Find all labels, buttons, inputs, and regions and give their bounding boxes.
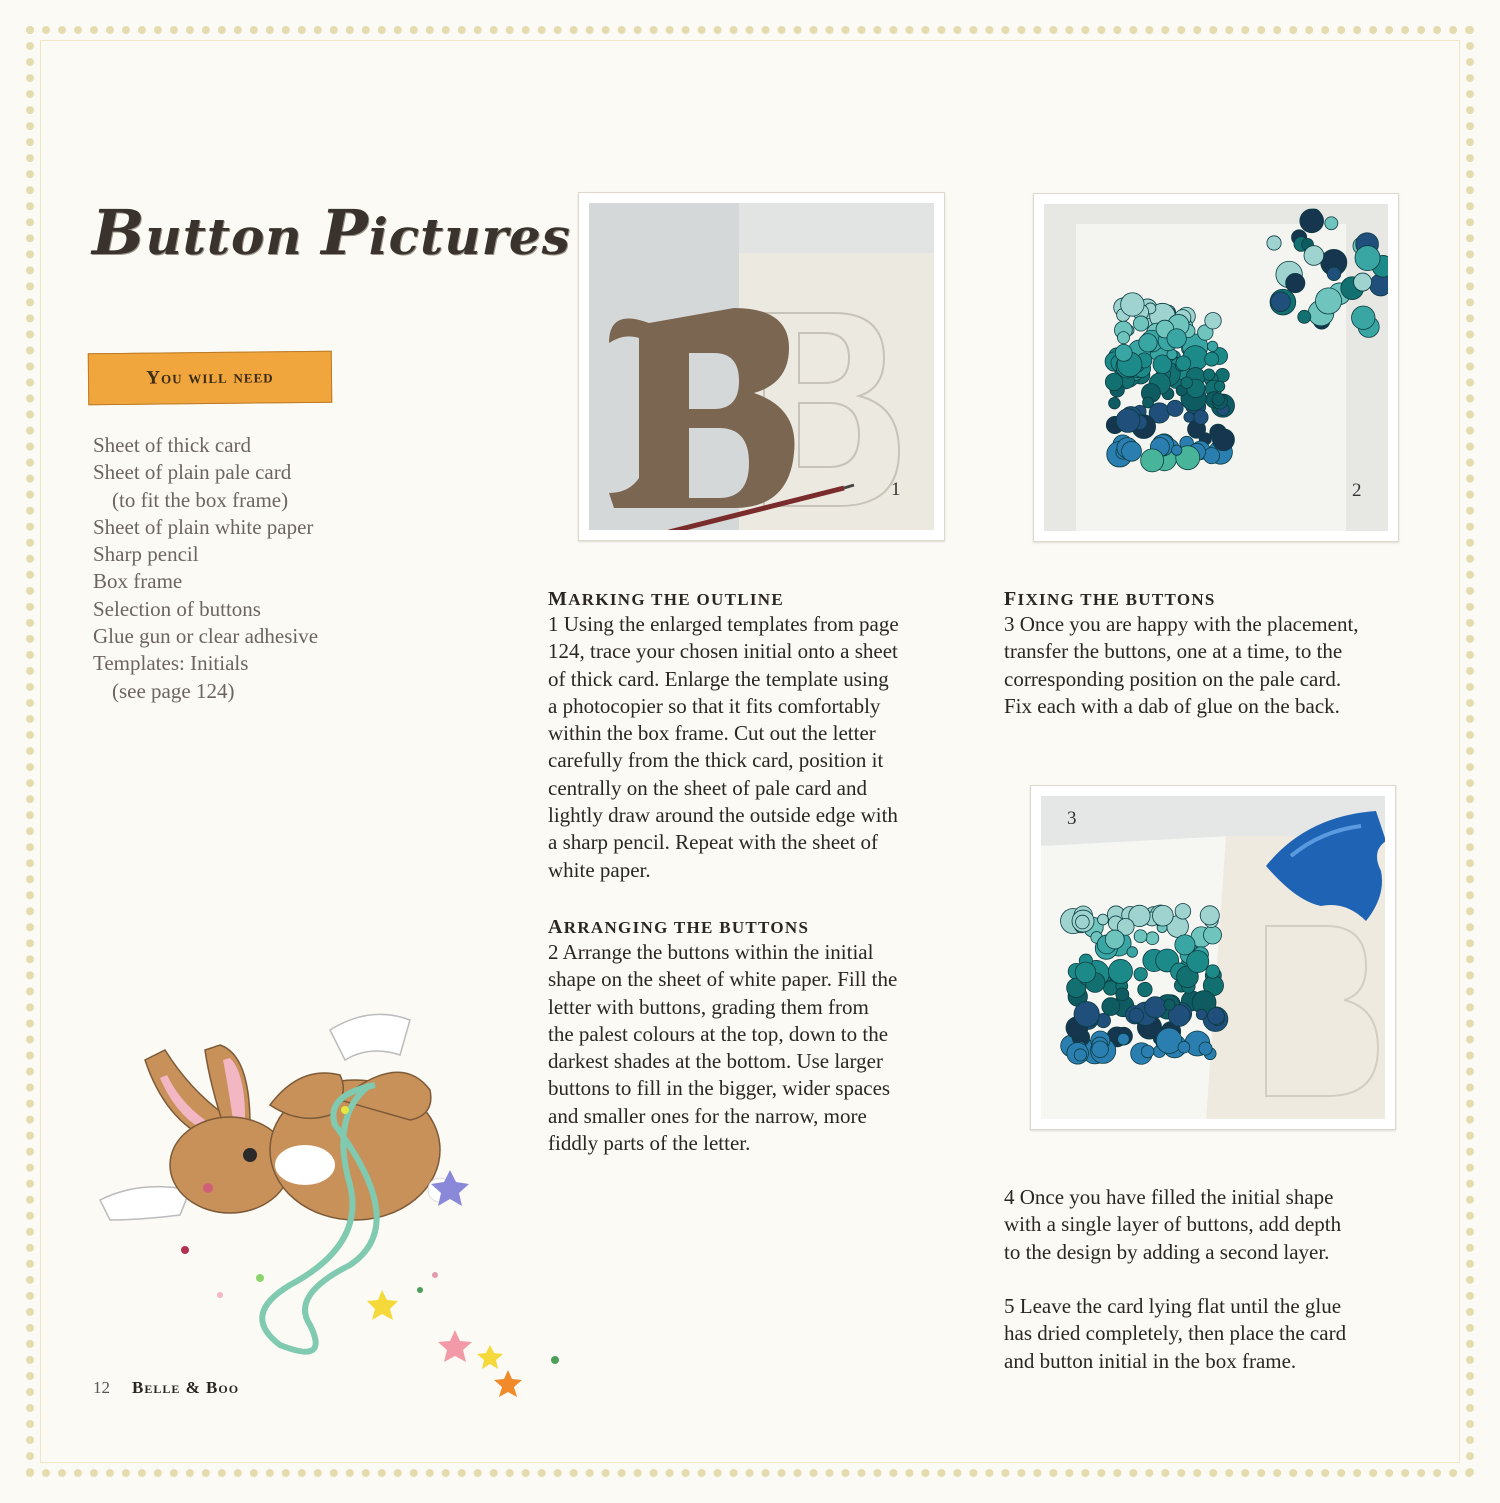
photo-step-2 (1033, 193, 1399, 542)
step-4-instructions (1004, 1184, 1341, 1266)
text-line: letter with buttons, grading them from (548, 994, 869, 1019)
text-line: corresponding position on the pale card. (1004, 666, 1342, 691)
text-line: to the design by adding a second layer. (1004, 1239, 1330, 1264)
materials-list (93, 432, 318, 705)
book-title: Belle & Boo (132, 1378, 240, 1397)
text-line: transfer the buttons, one at a time, to the (1004, 639, 1343, 664)
text-line: carefully from the thick card, position it (548, 748, 884, 773)
materials-item: (see page 124) (112, 678, 235, 703)
text-line: 5 Leave the card lying flat until the glue (1004, 1294, 1342, 1318)
text-line: Fix each with a dab of glue on the back. (1004, 693, 1340, 718)
text-line: lightly draw around the outside edge with (548, 803, 898, 828)
photo-2-image (1044, 204, 1388, 531)
text-line: and button initial in the box frame. (1004, 1348, 1297, 1373)
text-line: 124, trace your chosen initial onto a sheet (548, 639, 898, 664)
photo-3-image (1041, 796, 1385, 1119)
arranging-instructions (548, 939, 897, 1157)
photo-2-number: 2 (1352, 480, 1362, 501)
text-line: has dried completely, then place the card (1004, 1321, 1347, 1346)
photo-step-3 (1030, 785, 1396, 1130)
materials-item: Sheet of plain white paper (93, 514, 314, 539)
page-number: 12 (93, 1378, 110, 1397)
text-line: a sharp pencil. Repeat with the sheet of (548, 830, 879, 855)
text-line: of thick card. Enlarge the template using (548, 666, 889, 691)
text-line: within the box frame. Cut out the letter (548, 721, 876, 746)
photo-1-number: 1 (891, 479, 901, 500)
page-title: Button Pictures (92, 196, 571, 269)
rabbit-illustration (90, 990, 580, 1410)
fixing-instructions (1004, 611, 1359, 720)
photo-3-number: 3 (1067, 808, 1077, 829)
materials-item: Sharp pencil (93, 542, 199, 567)
text-line: white paper. (548, 857, 651, 882)
photo-1-image (589, 203, 934, 530)
text-line: 4 Once you have filled the initial shape (1004, 1185, 1334, 1209)
heading-fixing-buttons: FIXING THE BUTTONS (1004, 588, 1216, 610)
text-line: shape on the sheet of white paper. Fill the (548, 967, 898, 992)
text-line: the palest colours at the top, down to the (548, 1021, 889, 1046)
text-line: fiddly parts of the letter. (548, 1131, 751, 1156)
materials-item: (to fit the box frame) (112, 487, 289, 512)
you-will-need-label: You will need (88, 351, 333, 406)
text-line: and smaller ones for the narrow, more (548, 1103, 867, 1128)
materials-item: Glue gun or clear adhesive (93, 624, 319, 649)
text-line: a photocopier so that it fits comfortably (548, 693, 881, 718)
materials-item: Box frame (93, 569, 183, 594)
heading-arranging-buttons: ARRANGING THE BUTTONS (548, 916, 810, 938)
materials-item: Sheet of thick card (93, 433, 252, 457)
text-line: with a single layer of buttons, add depth (1004, 1212, 1342, 1237)
text-line: darkest shades at the bottom. Use larger (548, 1049, 883, 1074)
heading-marking-outline: MARKING THE OUTLINE (548, 588, 784, 610)
photo-step-1 (578, 192, 945, 541)
text-line: 3 Once you are happy with the placement, (1004, 612, 1359, 636)
step-5-instructions (1004, 1293, 1346, 1375)
page-footer (93, 1378, 239, 1398)
materials-item: Sheet of plain pale card (93, 460, 292, 485)
text-line: 1 Using the enlarged templates from page (548, 612, 899, 636)
text-line: 2 Arrange the buttons within the initial (548, 940, 874, 964)
text-line: centrally on the sheet of pale card and (548, 775, 867, 800)
materials-item: Templates: Initials (93, 651, 249, 676)
marking-instructions (548, 611, 899, 884)
materials-item: Selection of buttons (93, 596, 261, 621)
text-line: buttons to fill in the bigger, wider spaces (548, 1076, 891, 1101)
